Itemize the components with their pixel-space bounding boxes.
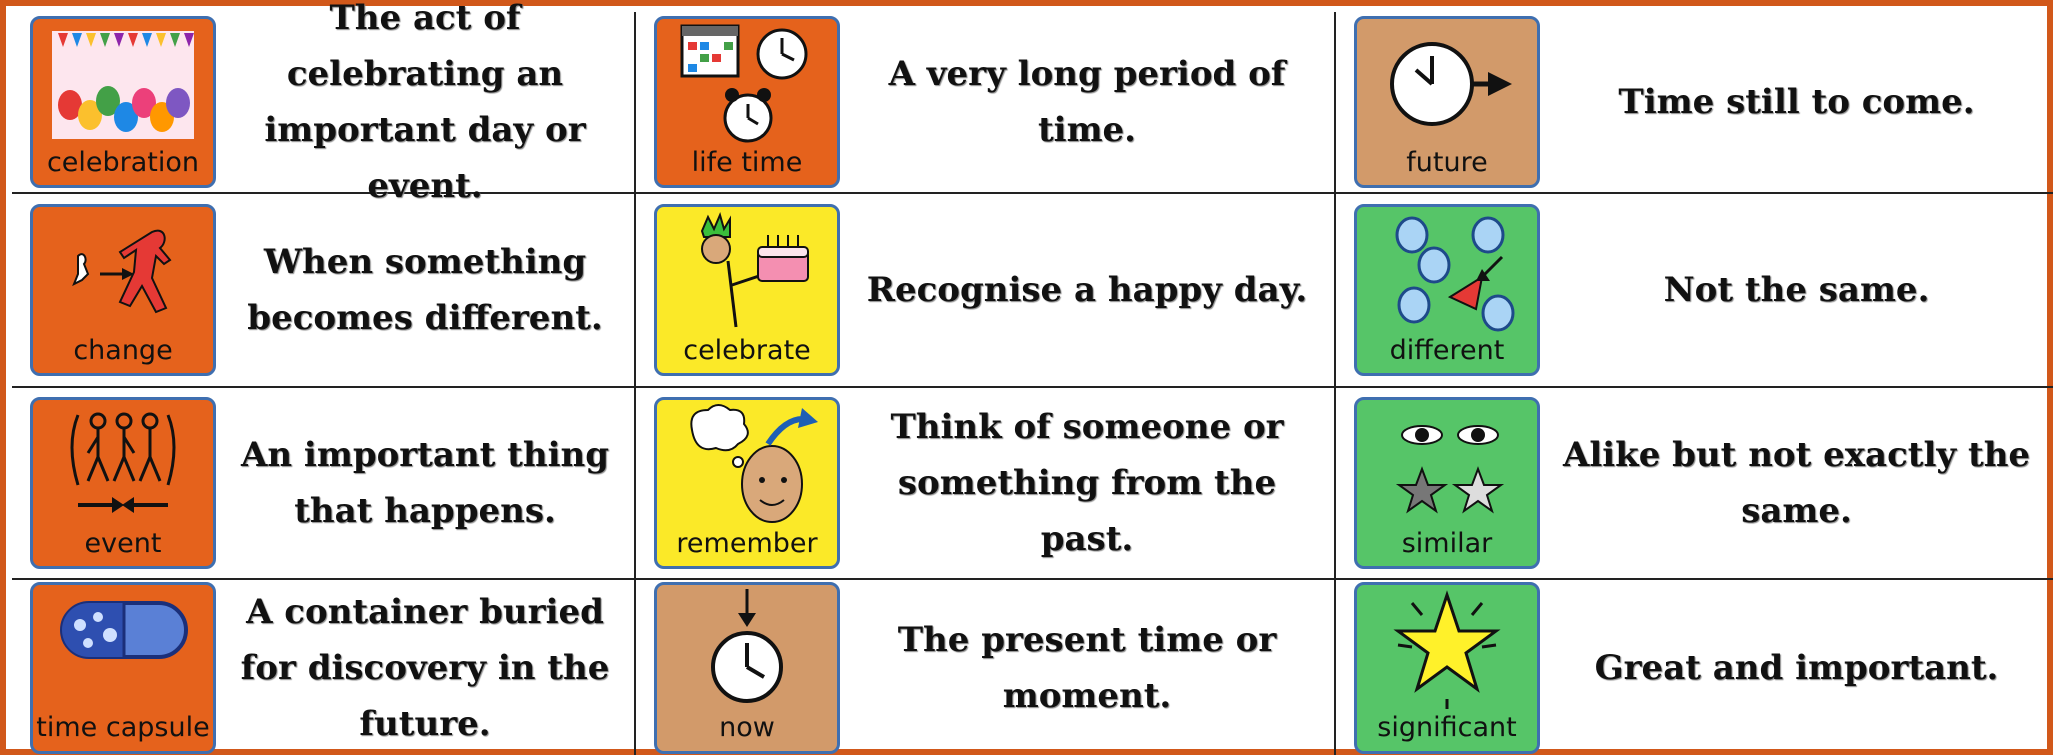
definition-text: Great and important. — [1594, 647, 1999, 688]
star-burst-icon — [1357, 585, 1537, 715]
symbol-label: different — [1389, 334, 1505, 366]
definition-text: An important thing that happens. — [240, 435, 610, 531]
person-birthday-cake-icon — [657, 207, 837, 337]
vocab-cell-time-capsule — [12, 580, 636, 755]
symbol-label: remember — [676, 527, 818, 559]
definition-text: The act of celebrating an important day or event. — [264, 0, 586, 206]
capsule-icon — [33, 585, 213, 675]
symbol-card — [30, 582, 216, 754]
definition-text: Recognise a happy day. — [866, 270, 1308, 310]
eyes-stars-icon — [1357, 400, 1537, 530]
calendar-clocks-icon — [657, 19, 837, 149]
symbol-card — [30, 204, 216, 376]
vocab-cell-future — [1336, 12, 2053, 194]
vocab-cell-now — [636, 580, 1336, 755]
symbol-card — [654, 204, 840, 376]
symbol-card — [1354, 582, 1540, 754]
transform-figure-icon — [33, 207, 213, 337]
symbol-card — [1354, 16, 1540, 188]
vocab-cell-remember — [636, 388, 1336, 580]
symbol-label: future — [1406, 146, 1488, 178]
definition-text: A very long period of time. — [888, 54, 1286, 150]
symbol-label: life time — [691, 146, 803, 178]
definition-text: Alike but not exactly the same. — [1562, 435, 2031, 531]
definition-text: When something becomes different. — [247, 242, 603, 338]
symbol-card — [654, 582, 840, 754]
vocab-cell-event — [12, 388, 636, 580]
symbol-label: event — [84, 527, 162, 559]
definition-text: The present time or moment. — [897, 619, 1277, 716]
symbol-label: similar — [1401, 527, 1493, 559]
vocab-cell-celebration — [12, 0, 636, 206]
clock-arrow-down-icon — [657, 585, 837, 715]
vocabulary-grid — [12, 0, 2053, 755]
symbol-label: time capsule — [36, 712, 210, 744]
symbol-card — [30, 16, 216, 188]
vocab-cell-similar — [1336, 388, 2053, 580]
definition-text: Not the same. — [1663, 270, 1930, 310]
vocab-cell-celebrate — [636, 194, 1336, 388]
definition-text: A container buried for discovery in the future. — [240, 591, 610, 744]
thinking-head-icon — [657, 400, 837, 530]
symbol-label: change — [73, 334, 173, 366]
definition-text: Time still to come. — [1618, 82, 1975, 122]
symbol-card — [654, 397, 840, 569]
symbol-label: significant — [1377, 712, 1517, 744]
people-gathering-icon — [33, 400, 213, 530]
symbol-label: celebrate — [683, 334, 811, 366]
symbol-card — [30, 397, 216, 569]
clock-arrow-right-icon — [1357, 19, 1537, 149]
symbol-card — [1354, 204, 1540, 376]
definition-text: Think of someone or something from the past. — [890, 407, 1284, 559]
vocab-cell-different — [1336, 194, 2053, 388]
vocab-cell-life-time — [636, 12, 1336, 194]
symbol-card — [1354, 397, 1540, 569]
balloons-bunting-icon — [33, 19, 213, 149]
vocab-cell-significant — [1336, 580, 2053, 755]
symbol-label: now — [719, 712, 775, 744]
symbol-card — [654, 16, 840, 188]
symbol-label: celebration — [46, 146, 200, 178]
odd-one-out-icon — [1357, 207, 1537, 337]
vocab-cell-change — [12, 194, 636, 388]
